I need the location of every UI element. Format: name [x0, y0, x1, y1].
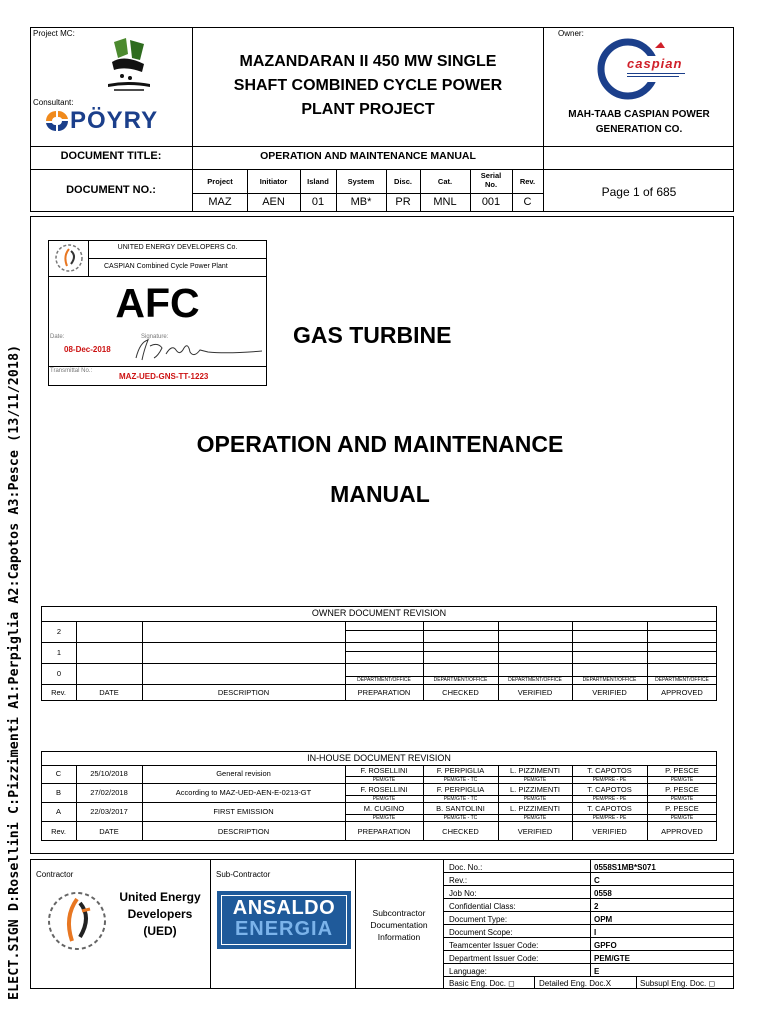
owner-col-verified-1: VERIFIED	[517, 688, 553, 697]
afc-code: AFC	[115, 280, 200, 326]
doc-no-value-initiator: AEN	[262, 196, 285, 208]
inhouse-col-verified-1: VERIFIED	[517, 827, 553, 836]
subcontractor-info-line1: Subcontractor	[372, 908, 426, 918]
info-dept-issuer-label: Department Issuer Code:	[449, 954, 539, 963]
project-title-line1: MAZANDARAN II 450 MW SINGLE	[239, 53, 497, 70]
afc-date-label: Date:	[50, 334, 65, 340]
afc-signature-label: Signature:	[141, 334, 169, 340]
doc-no-header-island: Island	[307, 177, 329, 186]
doc-no-value-disc: PR	[395, 196, 411, 208]
info-job-no-label: Job No:	[449, 889, 477, 898]
afc-date-value: 08-Dec-2018	[64, 345, 111, 354]
caspian-logo	[597, 38, 692, 100]
doc-no-value-system: MB*	[350, 196, 372, 208]
caspian-wordmark: caspian	[627, 56, 683, 71]
ansaldo-wordmark-line1: ANSALDO	[232, 897, 336, 919]
owner-name: MAH-TAAB CASPIAN POWER GENERATION CO.	[568, 109, 710, 135]
project-mc-label: Project MC:	[33, 29, 75, 38]
afc-plant: CASPIAN Combined Cycle Power Plant	[104, 263, 228, 270]
project-title-line2: SHAFT COMBINED CYCLE POWER	[233, 77, 503, 94]
afc-company: UNITED ENERGY DEVELOPERS Co.	[117, 244, 238, 251]
info-rev-value: C	[594, 876, 600, 885]
page-info: Page 1 of 685	[601, 185, 677, 199]
info-language-label: Language:	[449, 967, 487, 976]
info-teamcenter-value: GPFO	[594, 941, 617, 950]
inhouse-col-description: DESCRIPTION	[217, 827, 270, 836]
info-confidential-label: Confidential Class:	[449, 902, 516, 911]
owner-col-checked: CHECKED	[442, 688, 479, 697]
owner-label: Owner:	[558, 29, 584, 38]
contractor-label: Contractor	[36, 870, 74, 879]
ued-stamp-logo	[53, 242, 85, 274]
doc-no-value-rev: C	[523, 196, 532, 208]
info-job-no-value: 0558	[594, 889, 612, 898]
inhouse-col-checked: CHECKED	[442, 827, 479, 836]
doc-no-value-island: 01	[311, 196, 325, 208]
inhouse-col-date: DATE	[99, 827, 119, 836]
info-teamcenter-label: Teamcenter Issuer Code:	[449, 941, 539, 950]
info-doc-no-value: 0558S1MB*S071	[594, 863, 656, 872]
document-subject: GAS TURBINE	[293, 322, 452, 348]
ansaldo-energia-logo	[217, 891, 351, 949]
info-doc-scope-value: I	[594, 928, 597, 937]
info-dept-issuer-value: PEM/GTE	[594, 954, 631, 963]
inhouse-col-preparation: PREPARATION	[357, 827, 411, 836]
owner-rev-row-1: 1	[56, 648, 62, 657]
detailed-eng-doc-checkbox: Detailed Eng. Doc.X	[539, 979, 612, 988]
info-language-value: E	[594, 967, 600, 976]
afc-signature	[128, 336, 266, 364]
electronic-signature-stamp	[0, 0, 30, 1024]
owner-col-date: DATE	[99, 688, 119, 697]
ansaldo-wordmark-line2: ENERGIA	[234, 918, 334, 940]
doc-no-label: DOCUMENT NO.:	[66, 184, 156, 196]
poyry-wordmark: PÖYRY	[70, 107, 159, 134]
doc-no-header-serial: Serial No.	[480, 171, 502, 189]
doc-title-label: DOCUMENT TITLE:	[60, 150, 162, 162]
subcontractor-info-line2: Documentation	[370, 920, 428, 930]
doc-no-header-system: System	[347, 177, 375, 186]
project-title-line3: PLANT PROJECT	[301, 101, 435, 118]
doc-no-header-disc: Disc.	[394, 177, 412, 186]
afc-transmittal-value: MAZ-UED-GNS-TT-1223	[119, 372, 209, 381]
info-doc-type-value: OPM	[594, 915, 613, 924]
doc-no-value-project: MAZ	[208, 196, 232, 208]
consultant-label: Consultant:	[33, 98, 74, 107]
doc-no-value-serial: 001	[481, 196, 501, 208]
inhouse-col-verified-2: VERIFIED	[592, 827, 627, 836]
subcontractor-info-line3: Information	[377, 932, 421, 942]
subsupl-eng-doc-checkbox: Subsupl Eng. Doc. ◻	[640, 979, 716, 988]
subcontractor-label: Sub-Contractor	[216, 870, 271, 879]
doc-no-value-cat: MNL	[433, 196, 457, 208]
project-mc-logo	[104, 36, 154, 94]
doc-no-header-project: Project	[207, 177, 233, 186]
info-doc-no-label: Doc. No.:	[449, 863, 483, 872]
doc-no-header-initiator: Initiator	[259, 177, 288, 186]
info-doc-scope-label: Document Scope:	[449, 928, 513, 937]
inhouse-revision-title: IN-HOUSE DOCUMENT REVISION	[307, 753, 451, 763]
project-title	[193, 50, 543, 122]
poyry-symbol-icon	[42, 107, 72, 135]
owner-col-preparation: PREPARATION	[357, 688, 411, 697]
owner-col-approved: APPROVED	[661, 688, 703, 697]
ued-logo	[46, 887, 108, 955]
basic-eng-doc-checkbox: Basic Eng. Doc. ◻	[449, 979, 515, 988]
electronic-signature-text: ELECT.SIGN D:Rosellini C:Pizzimenti A1:Perpiglia A2:Capotos A3:Pesce (13/11/2018)	[7, 344, 22, 1000]
info-confidential-value: 2	[594, 902, 599, 911]
owner-rev-row-0: 0	[56, 669, 62, 678]
doc-no-header-rev: Rev.	[519, 177, 536, 186]
document-main-title-line1: OPERATION AND MAINTENANCE	[196, 431, 564, 457]
contractor-name-line2: Developers	[127, 907, 193, 921]
contractor-name-line3: (UED)	[143, 924, 177, 938]
owner-revision-title: OWNER DOCUMENT REVISION	[311, 608, 447, 618]
afc-transmittal-label: Transmittal No.:	[50, 368, 93, 374]
inhouse-col-rev: Rev.	[51, 827, 66, 836]
info-rev-label: Rev.:	[449, 876, 468, 885]
doc-title-value: OPERATION AND MAINTENANCE MANUAL	[260, 150, 476, 162]
document-main-title-line2: MANUAL	[330, 481, 430, 507]
inhouse-col-approved: APPROVED	[661, 827, 703, 836]
owner-col-rev: Rev.	[51, 688, 66, 697]
info-doc-type-label: Document Type:	[449, 915, 508, 924]
doc-no-header-cat: Cat.	[437, 177, 453, 186]
owner-col-verified-2: VERIFIED	[592, 688, 627, 697]
poyry-logo	[42, 107, 182, 135]
owner-col-description: DESCRIPTION	[217, 688, 270, 697]
contractor-name-line1: United Energy	[119, 890, 201, 904]
owner-rev-row-2: 2	[56, 627, 62, 636]
